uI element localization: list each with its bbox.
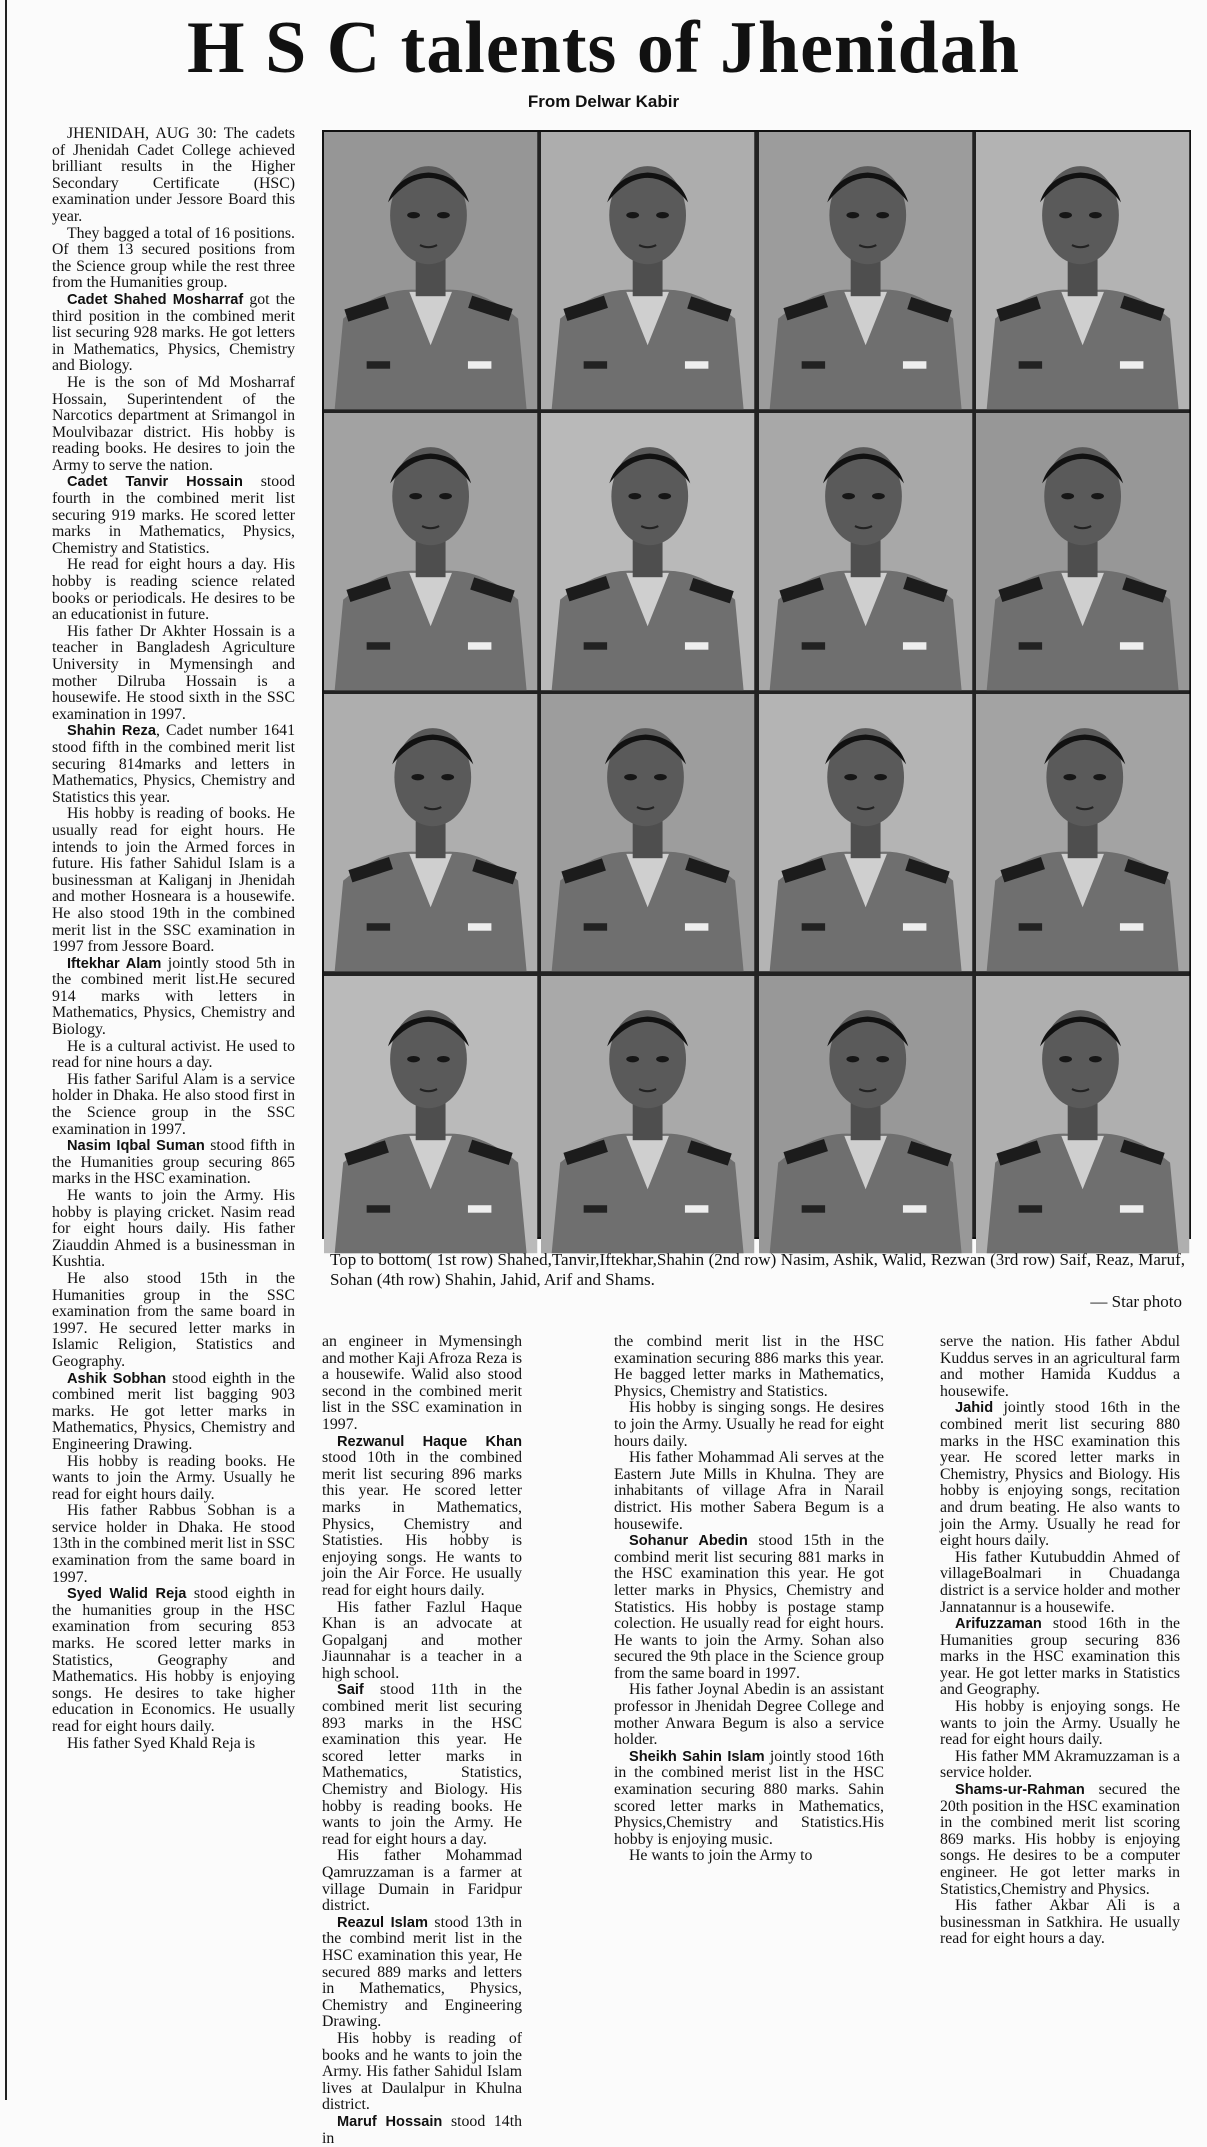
cadet-portrait [541,132,754,409]
cadet-name: Cadet Shahed Mosharraf [67,291,244,308]
article-paragraph [52,1736,295,1753]
article-paragraph [614,1749,884,1849]
paragraph-text: stood eighth in the combined merit list bagging 903 marks. He got letter marks in Mathematics, Physics, Chemistry and Engineering Drawing. [52,1369,295,1453]
article-paragraph [940,1749,1180,1782]
paragraph-text: His father Dr Akhter Hossain is a teacher in Bangladesh Agriculture University in Mymensingh and mother Dilruba Hossain is a housewife. He stood sixth in the SSC examination in 1997. [52,622,295,723]
paragraph-text: His father Sariful Alam is a service holder in Dhaka. He also stood first in the Science group in the SSC examination in 1997. [52,1070,295,1138]
paragraph-text: the combind merit list in the HSC examination securing 886 marks this year. He bagged letter marks in Mathematics, Physics, Chemistry and Statistics. [614,1333,884,1400]
cadet-portrait [541,976,754,1253]
article-paragraph [52,226,295,292]
article-paragraph [940,1616,1180,1699]
cadet-name: Saif [337,1682,364,1699]
cadet-name: Cadet Tanvir Hossain [67,474,243,491]
paragraph-text: He read for eight hours a day. His hobby is reading science related books or periodicals. He desires to be an educationist in future. [52,556,295,624]
paragraph-text: stood eighth in the humanities group in the HSC examination from securing 853 marks. He scored letter marks in Statistics, Geography and Mathematics. His hobby is enjoying songs. He desires to take higher education in Economics. He usually read for eight hours daily. [52,1585,295,1735]
paragraph-text: He also stood 15th in the Humanities group in the SSC examination from the same board in 1997. He secured letter marks in Islamic Religion, Statistics and Geography. [52,1269,295,1370]
paragraph-text: JHENIDAH, AUG 30: The cadets of Jhenidah Cadet College achieved brilliant results in the Higher Secondary Certificate (HSC) examination under Jessore Board this year. [52,125,295,225]
photo-caption: Top to bottom( 1st row) Shahed,Tanvir,Iftekhar,Shahin (2nd row) Nasim, Ashik, Walid, Rezwan (3rd row) Saif, Reaz, Maruf, Sohan (4th row) Shahin, Jahid, Arif and Shams. [330,1250,1185,1289]
paragraph-text: His father Syed Khald Reja is [67,1734,256,1752]
article-paragraph [614,1450,884,1533]
paragraph-text: His father Akbar Ali is a businessman in Satkhira. He usually read for eight hours a day. [940,1897,1180,1948]
cadet-portrait [324,413,537,690]
article-paragraph [52,1586,295,1735]
article-paragraph [322,1848,522,1914]
article-paragraph [52,723,295,806]
paragraph-text: His father Joynal Abedin is an assistant professor in Jhenidah Degree College and mother Anwara Begum is also a service holder. [614,1681,884,1749]
article-column-2 [322,1333,522,2147]
cadet-name: Syed Walid Reja [67,1586,187,1603]
article-paragraph [614,1682,884,1748]
cadet-portrait [324,976,537,1253]
paragraph-text: serve the nation. His father Abdul Kuddus serves in an agricultural farm and mother Hamida Kuddus a housewife. [940,1333,1180,1400]
article-paragraph [52,956,295,1039]
article-paragraph [52,1039,295,1072]
cadet-name: Iftekhar Alam [67,955,162,972]
paragraph-text: stood 16th in the Humanities group securing 836 marks in the HSC examination this year. He got letter marks in Statistics and Geography. [940,1615,1180,1699]
paragraph-text: His father MM Akramuzzaman is a service holder. [940,1747,1180,1782]
article-paragraph [52,1271,295,1371]
article-paragraph [940,1699,1180,1749]
article-paragraph [614,1848,884,1865]
cadet-portrait [976,976,1189,1253]
article-paragraph [52,1371,295,1454]
cadet-portrait [759,132,972,409]
article-paragraph [322,1600,522,1683]
paragraph-text: stood 15th in the combind merit list securing 881 marks in the HSC examination this year. He got letter marks in Physics, Chemistry and Statistics. His hobby is postage stamp colection. He usually read for eight hours. He wants to join the Army. Sohan also secured the 9th place in the Science group from the same board in 1997. [614,1532,885,1682]
article-paragraph [322,1334,522,1434]
article-paragraph [940,1782,1180,1898]
article-column-3 [614,1334,884,2096]
article-paragraph [322,1915,522,2031]
cadet-portrait [976,132,1189,409]
paragraph-text: His hobby is reading of books. He usually read for eight hours. He intends to join the Armed forces in future. His father Sahidul Islam is a businessman at Kaliganj in Jhenidah and mother Hosneara is a housewife. He also stood 19th in the combined merit list in the SSC examination in 1997 from Jessore Board. [52,805,295,956]
article-paragraph [940,1400,1180,1549]
cadet-photo-grid [322,130,1191,1239]
photo-credit: — Star photo [1090,1292,1182,1311]
paragraph-text: He wants to join the Army to [629,1847,813,1865]
cadet-portrait [541,694,754,971]
cadet-name: Sohanur Abedin [629,1533,748,1550]
paragraph-text: He is a cultural activist. He used to read for nine hours a day. [52,1037,295,1072]
cadet-portrait [541,413,754,690]
cadet-name: Ashik Sobhan [67,1370,167,1387]
cadet-portrait [976,694,1189,971]
paragraph-text: His father Mohammad Ali serves at the Eastern Jute Mills in Khulna. They are inhabitants of village Afra in Narail district. His mother Sabera Begum is a housewife. [614,1449,884,1533]
paragraph-text: His father Kutubuddin Ahmed of villageBoalmari in Chuadanga district is a service holder and mother Jannatannur is a housewife. [940,1548,1180,1616]
cadet-portrait [324,132,537,409]
paragraph-text: stood 10th in the combined merit list securing 896 marks this year. He scored letter marks in Mathematics, Physics, Chemistry and Statisties. His hobby is enjoying songs. He wants to join the Air Force. He usually read for eight hours daily. [322,1449,522,1599]
article-paragraph [52,375,295,475]
paragraph-text: stood fourth in the combined merit list securing 919 marks. He scored letter marks in Mathematics, Physics, Chemistry and Statistics. [52,473,295,557]
paragraph-text: jointly stood 16th in the combined merist list in the HSC examination securing 880 marks. Sahin scored letter marks in Mathematics, Physics,Chemistry and Statistics.His hobby is enjoying music. [614,1747,884,1848]
article-column-4 [940,1334,1180,2096]
paragraph-text: stood 14th in [322,2112,522,2147]
paragraph-text: , Cadet number 1641 stood fifth in the combined merit list securing 814marks and letters in Mathematics, Physics, Chemistry and Statistics this year. [52,722,295,806]
paragraph-text: an engineer in Mymensingh and mother Kaji Afroza Reza is a housewife. Walid also stood second in the combined merit list in the SSC examination in 1997. [322,1333,522,1433]
article-paragraph [52,557,295,623]
article-paragraph [322,1434,522,1600]
article-paragraph [614,1533,884,1682]
paragraph-text: They bagged a total of 16 positions. Of them 13 secured positions from the Science group while the rest three from the Humanities group. [52,224,295,292]
paragraph-text: got the third position in the combined merit list securing 928 marks. He got letters in Mathematics, Physics, Chemistry and Biology. [52,290,295,375]
paragraph-text: His hobby is reading of books and he wants to join the Army. His father Sahidul Islam lives at Daulalpur in Khulna district. [322,2029,522,2114]
paragraph-text: His hobby is enjoying songs. He wants to join the Army. Usually he read for eight hours daily. [940,1698,1180,1749]
paragraph-text: jointly stood 5th in the combined merit list.He secured 914 marks with letters in Mathematics, Physics, Chemistry and Biology. [52,954,295,1039]
cadet-name: Shahin Reza [67,723,156,740]
cadet-portrait [759,694,972,971]
cadet-name: Nasim Iqbal Suman [67,1138,205,1155]
cadet-name: Jahid [955,1400,994,1417]
cadet-portrait [759,976,972,1253]
paragraph-text: He is the son of Md Mosharraf Hossain, Superintendent of the Narcotics department at Srimangol in Moulvibazar district. His hobby is reading books. He desires to join the Army to serve the nation. [52,373,295,474]
article-paragraph [322,1682,522,1848]
cadet-name: Reazul Islam [337,1914,428,1931]
headline: H S C talents of Jhenidah [187,7,1020,89]
byline: From Delwar Kabir [527,92,680,111]
cadet-name: Arifuzzaman [955,1616,1042,1633]
paragraph-text: His father Rabbus Sobhan is a service holder in Dhaka. He stood 13th in the combined merit list in SSC examination from the same board in 1997. [52,1502,295,1586]
column-rule [5,0,7,2100]
paragraph-text: He wants to join the Army. His hobby is playing cricket. Nasim read for eight hours daily. His father Ziauddin Ahmed is a businessman in Kushtia. [52,1187,295,1271]
article-paragraph [614,1334,884,1400]
article-paragraph [52,292,295,375]
paragraph-text: secured the 20th position in the HSC examination in the combined merit list scoring 869 marks. His hobby is enjoying songs. He desires to be a computer engineer. He got letter marks in Statistics,Chemistry and Physics. [940,1781,1180,1898]
cadet-portrait [976,413,1189,690]
article-paragraph [614,1400,884,1450]
cadet-name: Maruf Hossain [337,2113,443,2130]
cadet-portrait [759,413,972,690]
article-paragraph [52,1503,295,1586]
paragraph-text: His father Mohammad Qamruzzaman is a farmer at village Dumain in Faridpur district. [322,1847,522,1915]
article-paragraph [52,1072,295,1138]
cadet-name: Shams-ur-Rahman [955,1782,1085,1799]
article-paragraph [52,126,295,226]
paragraph-text: His father Fazlul Haque Khan is an advocate at Gopalganj and mother Jiaunnahar is a teacher in a high school. [322,1598,522,1682]
paragraph-text: stood 11th in the combined merit list securing 893 marks in the HSC examination this year. He scored letter marks in Mathematics, Statistics, Chemistry and Biology. His hobby is reading books. He wants to join the Army. He read for eight hours a day. [322,1681,522,1848]
article-paragraph [940,1550,1180,1616]
article-paragraph [940,1898,1180,1948]
article-paragraph [52,1454,295,1504]
article-paragraph [322,2031,522,2114]
article-column-1 [52,126,295,2096]
article-paragraph [52,806,295,955]
article-paragraph [52,1138,295,1188]
paragraph-text: stood fifth in the Humanities group securing 865 marks in the HSC examination. [52,1137,295,1188]
article-paragraph [940,1334,1180,1400]
article-paragraph [52,1188,295,1271]
paragraph-text: His hobby is singing songs. He desires to join the Army. Usually he read for eight hours daily. [614,1399,884,1450]
cadet-name: Rezwanul Haque Khan [337,1433,522,1450]
cadet-portrait [324,694,537,971]
paragraph-text: His hobby is reading books. He wants to join the Army. Usually he read for eight hours daily. [52,1452,295,1503]
cadet-name: Sheikh Sahin Islam [629,1748,765,1765]
paragraph-text: stood 13th in the combind merit list in the HSC examination this year, He secured 889 marks and letters in Mathematics, Physics, Chemistry and Engineering Drawing. [322,1913,522,2031]
paragraph-text: jointly stood 16th in the combined merit list securing 880 marks in the HSC examination this year. He scored letter marks in Chemistry, Physics and Biology. His hobby is enjoying songs, recitation and drum beating. He also wants to join the Army. Usually he read for eight hours daily. [940,1399,1180,1550]
article-paragraph [52,474,295,557]
article-paragraph [322,2114,522,2147]
article-paragraph [52,624,295,724]
